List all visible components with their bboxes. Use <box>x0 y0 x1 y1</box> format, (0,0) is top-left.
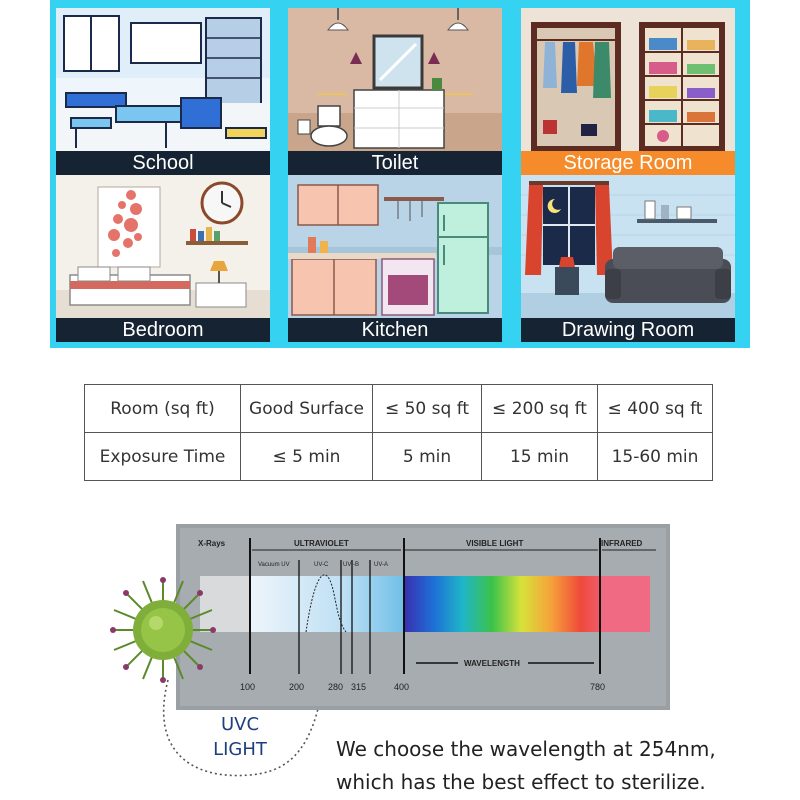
uvc-light-label <box>200 712 280 762</box>
table-cell: 15-60 min <box>598 433 713 481</box>
room-tile-bedroom <box>56 175 270 342</box>
xrays-label: X-Rays <box>198 539 226 548</box>
room-caption-toilet: Toilet <box>288 151 502 175</box>
tick-label: 780 <box>590 682 606 692</box>
room-caption-storage-room: Storage Room <box>521 151 735 175</box>
table-cell: 5 min <box>373 433 482 481</box>
uva-sub-label: UV-A <box>374 562 389 568</box>
tick-label: 200 <box>289 682 305 692</box>
kitchen-illustration <box>288 175 502 318</box>
vacuum-uv-label: Vacuum UV <box>258 562 290 568</box>
uvc-label-line2: LIGHT <box>213 739 267 760</box>
table-cell: ≤ 5 min <box>241 433 373 481</box>
table-cell: 15 min <box>482 433 598 481</box>
virus-icon <box>108 575 218 685</box>
uvc-sub-label: UV-C <box>314 562 329 568</box>
toilet-illustration <box>288 8 502 151</box>
room-tile-toilet <box>288 8 502 175</box>
ultraviolet-label: ULTRAVIOLET <box>294 539 349 548</box>
visible-light-label: VISIBLE LIGHT <box>466 539 524 548</box>
table-header-cell: ≤ 400 sq ft <box>598 385 713 433</box>
sterilization-caption <box>336 733 796 799</box>
uvb-sub-label: UV -B <box>343 562 360 568</box>
tick-label: 315 <box>351 682 367 692</box>
exposure-time-table <box>84 384 713 481</box>
table-cell: Exposure Time <box>85 433 241 481</box>
infrared-label: INFRARED <box>601 539 643 548</box>
caption-line1: We choose the wavelength at 254nm, <box>336 737 716 761</box>
school-illustration <box>56 8 270 151</box>
table-header-cell: ≤ 50 sq ft <box>373 385 482 433</box>
tick-label: 280 <box>328 682 344 692</box>
table-row <box>85 385 713 433</box>
drawing-room-illustration <box>521 175 735 318</box>
storage-room-illustration <box>521 8 735 151</box>
bedroom-illustration <box>56 175 270 318</box>
room-caption-school: School <box>56 151 270 175</box>
wavelength-label: WAVELENGTH <box>464 659 520 668</box>
table-header-cell: Good Surface <box>241 385 373 433</box>
room-caption-bedroom: Bedroom <box>56 318 270 342</box>
table-header-cell: Room (sq ft) <box>85 385 241 433</box>
tick-label: 400 <box>394 682 410 692</box>
room-caption-drawing-room: Drawing Room <box>521 318 735 342</box>
room-tile-school <box>56 8 270 175</box>
table-row <box>85 433 713 481</box>
table-header-cell: ≤ 200 sq ft <box>482 385 598 433</box>
room-tile-storage <box>521 8 735 175</box>
electromagnetic-spectrum-diagram <box>176 524 670 710</box>
room-tile-drawing-room <box>521 175 735 342</box>
uvc-label-line1: UVC <box>220 714 260 735</box>
room-caption-kitchen: Kitchen <box>288 318 502 342</box>
room-tile-kitchen <box>288 175 502 342</box>
caption-line2: which has the best effect to sterilize. <box>336 770 706 794</box>
tick-label: 100 <box>240 682 256 692</box>
room-image-grid <box>50 0 750 348</box>
